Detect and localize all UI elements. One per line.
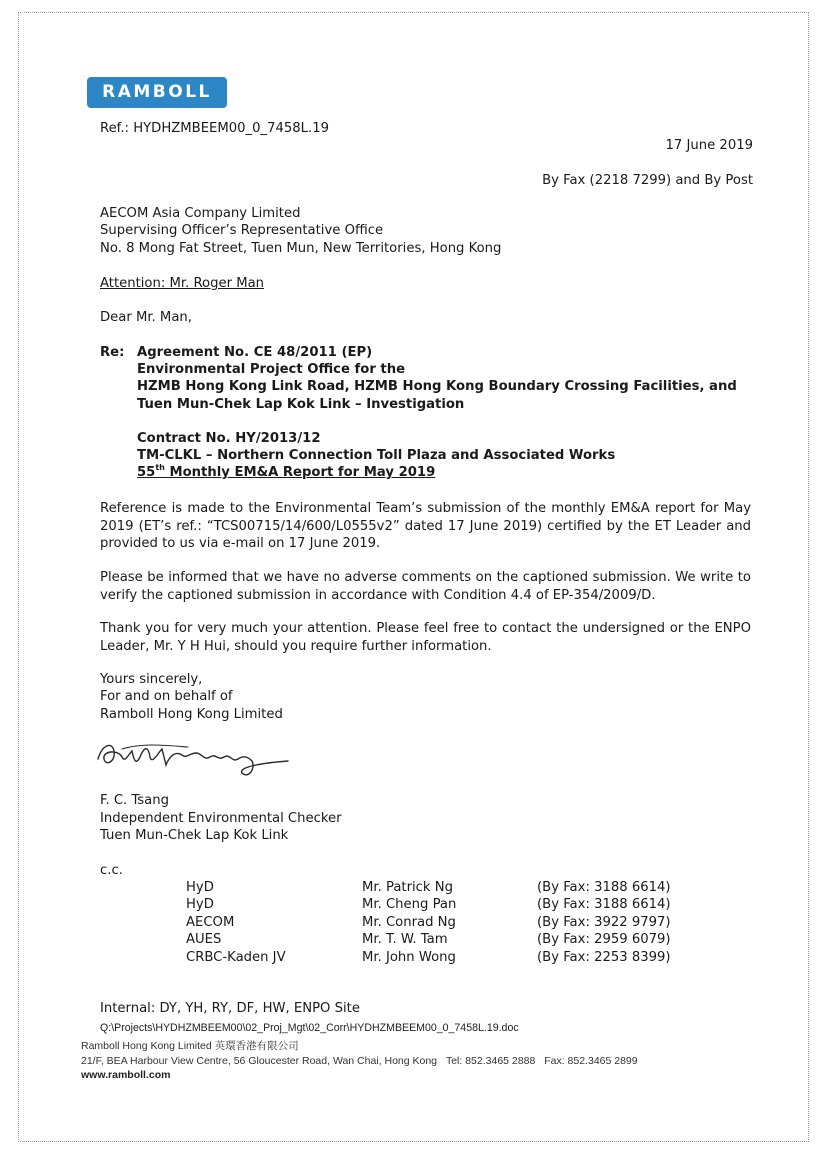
signatory-project: Tuen Mun-Chek Lap Kok Link	[100, 828, 289, 843]
cc-label: c.c.	[100, 863, 123, 878]
cc-organization: CRBC-Kaden JV	[186, 950, 286, 965]
letter-date: 17 June 2019	[665, 138, 753, 153]
cc-person: Mr. Cheng Pan	[362, 897, 457, 912]
report-number-suffix: th	[155, 462, 165, 472]
handwritten-signature	[92, 735, 292, 785]
body-paragraph-3: Thank you for very much your attention. Please feel free to contact the undersigned or the ENPO Leader, Mr. Y H Hui, should you require further information.	[100, 621, 751, 654]
footer-website: www.ramboll.com	[81, 1069, 171, 1081]
cc-row	[186, 879, 686, 897]
subject-line-6: TM-CLKL – Northern Connection Toll Plaza and Associated Works	[137, 448, 616, 463]
ramboll-logo: RAMBOLL	[87, 77, 227, 108]
closing-line-2: For and on behalf of	[100, 689, 233, 704]
cc-fax: (By Fax: 3922 9797)	[537, 915, 671, 930]
report-title: Monthly EM&A Report for May 2019	[164, 465, 436, 480]
body-paragraph-1: Reference is made to the Environmental Team’s submission of the monthly EM&A report for May 2019 (ET’s ref.: “TCS00715/14/600/L0555v2” dated 17 June 2019) certified by the ET Leader and provided to us via e-mail on 17 June 2019.	[100, 501, 751, 551]
delivery-method: By Fax (2218 7299) and By Post	[542, 173, 753, 188]
subject-line-4: Tuen Mun-Chek Lap Kok Link – Investigation	[137, 397, 465, 412]
subject-line-7	[137, 464, 435, 482]
cc-fax: (By Fax: 3188 6614)	[537, 897, 671, 912]
recipient-line-1: AECOM Asia Company Limited	[100, 206, 301, 221]
internal-distribution: Internal: DY, YH, RY, DF, HW, ENPO Site	[100, 1001, 360, 1016]
footer-address: 21/F, BEA Harbour View Centre, 56 Gloucester Road, Wan Chai, Hong Kong	[81, 1055, 438, 1067]
re-label: Re:	[100, 345, 125, 360]
closing-line-1: Yours sincerely,	[100, 672, 203, 687]
cc-row	[186, 949, 686, 967]
subject-line-3: HZMB Hong Kong Link Road, HZMB Hong Kong Boundary Crossing Facilities, and	[137, 379, 737, 394]
cc-fax: (By Fax: 2253 8399)	[537, 950, 671, 965]
attention-line: Attention: Mr. Roger Man	[100, 276, 265, 291]
footer-company: Ramboll Hong Kong Limited 英環香港有限公司	[81, 1040, 299, 1052]
cc-organization: HyD	[186, 897, 214, 912]
cc-fax: (By Fax: 3188 6614)	[537, 880, 671, 895]
closing-line-3: Ramboll Hong Kong Limited	[100, 707, 283, 722]
cc-person: Mr. T. W. Tam	[362, 932, 448, 947]
cc-row	[186, 914, 686, 932]
subject-line-1: Agreement No. CE 48/2011 (EP)	[137, 345, 373, 360]
cc-person: Mr. Patrick Ng	[362, 880, 453, 895]
file-path: Q:\Projects\HYDHZMBEEM00\02_Proj_Mgt\02_Corr\HYDHZMBEEM00_0_7458L.19.doc	[100, 1022, 519, 1034]
recipient-line-3: No. 8 Mong Fat Street, Tuen Mun, New Territories, Hong Kong	[100, 241, 502, 256]
reference-number: Ref.: HYDHZMBEEM00_0_7458L.19	[100, 121, 329, 136]
footer-address-line	[81, 1055, 638, 1068]
footer-tel: Tel: 852.3465 2888	[445, 1055, 536, 1067]
cc-fax: (By Fax: 2959 6079)	[537, 932, 671, 947]
cc-person: Mr. John Wong	[362, 950, 456, 965]
cc-organization: AUES	[186, 932, 222, 947]
salutation: Dear Mr. Man,	[100, 310, 192, 325]
signatory-title: Independent Environmental Checker	[100, 811, 342, 826]
cc-organization: HyD	[186, 880, 214, 895]
cc-organization: AECOM	[186, 915, 235, 930]
report-number: 55	[137, 465, 156, 480]
body-paragraph-2: Please be informed that we have no adverse comments on the captioned submission. We write to verify the captioned submission in accordance with Condition 4.4 of EP-354/2009/D.	[100, 570, 751, 603]
cc-row	[186, 931, 686, 949]
cc-person: Mr. Conrad Ng	[362, 915, 456, 930]
footer-fax: Fax: 852.3465 2899	[544, 1055, 638, 1067]
subject-line-5: Contract No. HY/2013/12	[137, 431, 321, 446]
subject-line-2: Environmental Project Office for the	[137, 362, 406, 377]
recipient-line-2: Supervising Officer’s Representative Office	[100, 223, 384, 238]
signatory-name: F. C. Tsang	[100, 793, 169, 808]
cc-row	[186, 896, 686, 914]
